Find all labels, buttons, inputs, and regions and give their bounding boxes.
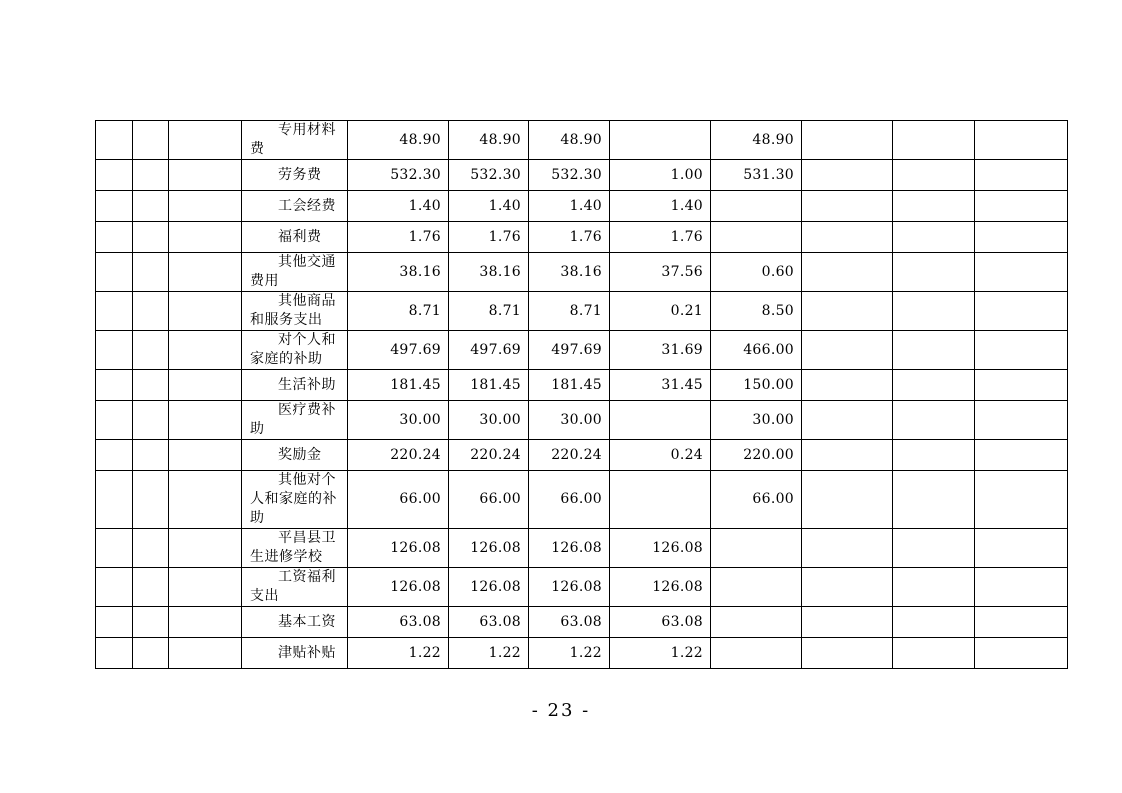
amount-cell: 63.08 xyxy=(449,607,529,638)
empty-code-cell xyxy=(133,292,169,331)
item-name-cell xyxy=(242,638,348,669)
amount-cell: 48.90 xyxy=(449,121,529,160)
empty-code-cell xyxy=(133,253,169,292)
amount-cell: 220.24 xyxy=(449,440,529,471)
empty-code-cell xyxy=(133,191,169,222)
amount-cell: 48.90 xyxy=(529,121,610,160)
table-row xyxy=(96,370,1068,401)
empty-code-cell xyxy=(169,401,242,440)
empty-code-cell xyxy=(169,638,242,669)
amount-cell xyxy=(711,638,802,669)
amount-cell: 30.00 xyxy=(711,401,802,440)
amount-cell: 181.45 xyxy=(529,370,610,401)
item-name: 生活补助 xyxy=(278,376,336,393)
amount-cell xyxy=(975,160,1068,191)
amount-cell: 30.00 xyxy=(449,401,529,440)
amount-cell xyxy=(802,160,893,191)
amount-cell xyxy=(893,253,975,292)
amount-cell: 1.40 xyxy=(529,191,610,222)
empty-code-cell xyxy=(169,471,242,529)
empty-code-cell xyxy=(96,292,133,331)
empty-code-cell xyxy=(169,292,242,331)
item-name-cell xyxy=(242,370,348,401)
empty-code-cell xyxy=(96,160,133,191)
amount-cell: 1.76 xyxy=(610,222,711,253)
empty-code-cell xyxy=(169,222,242,253)
amount-cell xyxy=(610,401,711,440)
amount-cell xyxy=(802,370,893,401)
amount-cell: 126.08 xyxy=(610,568,711,607)
amount-cell: 497.69 xyxy=(449,331,529,370)
amount-cell: 1.40 xyxy=(348,191,449,222)
amount-cell xyxy=(893,607,975,638)
amount-cell xyxy=(711,568,802,607)
amount-cell xyxy=(975,529,1068,568)
item-name: 其他对个人和家庭的补助 xyxy=(250,472,337,526)
amount-cell xyxy=(802,292,893,331)
amount-cell: 66.00 xyxy=(711,471,802,529)
table-row xyxy=(96,331,1068,370)
empty-code-cell xyxy=(133,471,169,529)
amount-cell xyxy=(975,607,1068,638)
amount-cell xyxy=(893,370,975,401)
budget-table xyxy=(95,120,1068,669)
table-row xyxy=(96,638,1068,669)
amount-cell xyxy=(802,253,893,292)
table-row xyxy=(96,471,1068,529)
amount-cell xyxy=(975,253,1068,292)
empty-code-cell xyxy=(96,607,133,638)
empty-code-cell xyxy=(133,638,169,669)
amount-cell: 126.08 xyxy=(449,568,529,607)
amount-cell xyxy=(610,121,711,160)
amount-cell xyxy=(610,471,711,529)
amount-cell: 0.24 xyxy=(610,440,711,471)
item-name: 其他商品和服务支出 xyxy=(250,293,336,328)
amount-cell: 8.71 xyxy=(449,292,529,331)
amount-cell xyxy=(893,121,975,160)
amount-cell xyxy=(802,607,893,638)
amount-cell: 63.08 xyxy=(348,607,449,638)
item-name-cell xyxy=(242,401,348,440)
amount-cell xyxy=(893,638,975,669)
empty-code-cell xyxy=(96,370,133,401)
amount-cell xyxy=(711,529,802,568)
amount-cell: 126.08 xyxy=(348,568,449,607)
empty-code-cell xyxy=(133,529,169,568)
amount-cell: 8.50 xyxy=(711,292,802,331)
amount-cell: 0.60 xyxy=(711,253,802,292)
amount-cell xyxy=(975,191,1068,222)
amount-cell xyxy=(802,222,893,253)
item-name-cell xyxy=(242,331,348,370)
amount-cell: 8.71 xyxy=(348,292,449,331)
amount-cell: 1.76 xyxy=(529,222,610,253)
empty-code-cell xyxy=(133,568,169,607)
empty-code-cell xyxy=(96,331,133,370)
item-name: 基本工资 xyxy=(278,613,336,630)
amount-cell xyxy=(802,191,893,222)
amount-cell: 38.16 xyxy=(449,253,529,292)
amount-cell xyxy=(893,568,975,607)
amount-cell: 38.16 xyxy=(529,253,610,292)
empty-code-cell xyxy=(133,401,169,440)
amount-cell xyxy=(975,222,1068,253)
item-name-cell xyxy=(242,471,348,529)
amount-cell xyxy=(802,440,893,471)
amount-cell: 63.08 xyxy=(529,607,610,638)
table-row xyxy=(96,160,1068,191)
table-row xyxy=(96,253,1068,292)
amount-cell xyxy=(711,222,802,253)
amount-cell: 150.00 xyxy=(711,370,802,401)
amount-cell: 181.45 xyxy=(348,370,449,401)
amount-cell xyxy=(975,121,1068,160)
page-number: - 23 - xyxy=(531,700,591,721)
amount-cell: 126.08 xyxy=(529,529,610,568)
item-name: 其他交通费用 xyxy=(250,254,336,289)
empty-code-cell xyxy=(96,471,133,529)
amount-cell xyxy=(802,401,893,440)
amount-cell xyxy=(975,638,1068,669)
amount-cell: 1.22 xyxy=(449,638,529,669)
item-name-cell xyxy=(242,568,348,607)
amount-cell: 1.40 xyxy=(610,191,711,222)
amount-cell: 48.90 xyxy=(711,121,802,160)
empty-code-cell xyxy=(133,222,169,253)
amount-cell xyxy=(893,471,975,529)
amount-cell: 1.22 xyxy=(529,638,610,669)
amount-cell: 532.30 xyxy=(449,160,529,191)
amount-cell: 497.69 xyxy=(529,331,610,370)
amount-cell: 1.76 xyxy=(348,222,449,253)
item-name: 工资福利支出 xyxy=(250,569,336,604)
item-name: 工会经费 xyxy=(278,197,336,214)
amount-cell xyxy=(893,529,975,568)
amount-cell: 66.00 xyxy=(529,471,610,529)
empty-code-cell xyxy=(169,253,242,292)
amount-cell: 531.30 xyxy=(711,160,802,191)
amount-cell: 1.22 xyxy=(348,638,449,669)
amount-cell: 532.30 xyxy=(529,160,610,191)
amount-cell: 30.00 xyxy=(348,401,449,440)
amount-cell: 30.00 xyxy=(529,401,610,440)
amount-cell: 1.76 xyxy=(449,222,529,253)
amount-cell: 220.24 xyxy=(529,440,610,471)
amount-cell: 63.08 xyxy=(610,607,711,638)
amount-cell: 220.00 xyxy=(711,440,802,471)
amount-cell xyxy=(711,191,802,222)
table-row xyxy=(96,440,1068,471)
empty-code-cell xyxy=(96,191,133,222)
amount-cell xyxy=(975,440,1068,471)
amount-cell: 532.30 xyxy=(348,160,449,191)
empty-code-cell xyxy=(169,121,242,160)
empty-code-cell xyxy=(169,191,242,222)
item-name-cell xyxy=(242,253,348,292)
empty-code-cell xyxy=(133,440,169,471)
empty-code-cell xyxy=(133,121,169,160)
amount-cell: 1.00 xyxy=(610,160,711,191)
empty-code-cell xyxy=(96,440,133,471)
item-name-cell xyxy=(242,292,348,331)
empty-code-cell xyxy=(96,401,133,440)
empty-code-cell xyxy=(96,222,133,253)
empty-code-cell xyxy=(169,568,242,607)
item-name-cell xyxy=(242,440,348,471)
amount-cell: 37.56 xyxy=(610,253,711,292)
amount-cell: 466.00 xyxy=(711,331,802,370)
item-name: 津贴补贴 xyxy=(278,644,336,661)
empty-code-cell xyxy=(96,638,133,669)
amount-cell: 220.24 xyxy=(348,440,449,471)
item-name: 专用材料费 xyxy=(250,122,336,157)
amount-cell: 31.45 xyxy=(610,370,711,401)
amount-cell xyxy=(975,401,1068,440)
empty-code-cell xyxy=(169,331,242,370)
empty-code-cell xyxy=(169,529,242,568)
table-row xyxy=(96,121,1068,160)
amount-cell: 31.69 xyxy=(610,331,711,370)
item-name: 平昌县卫生进修学校 xyxy=(250,530,336,565)
amount-cell: 126.08 xyxy=(610,529,711,568)
item-name: 奖励金 xyxy=(278,446,322,463)
amount-cell xyxy=(975,370,1068,401)
table-row xyxy=(96,529,1068,568)
item-name: 劳务费 xyxy=(278,166,322,183)
empty-code-cell xyxy=(133,331,169,370)
amount-cell: 66.00 xyxy=(449,471,529,529)
table-body xyxy=(96,121,1068,669)
amount-cell: 1.22 xyxy=(610,638,711,669)
item-name: 医疗费补助 xyxy=(250,402,336,437)
empty-code-cell xyxy=(133,160,169,191)
amount-cell: 1.40 xyxy=(449,191,529,222)
empty-code-cell xyxy=(169,440,242,471)
amount-cell xyxy=(893,401,975,440)
table-row xyxy=(96,222,1068,253)
table-row xyxy=(96,191,1068,222)
amount-cell xyxy=(893,292,975,331)
amount-cell: 48.90 xyxy=(348,121,449,160)
table-row xyxy=(96,292,1068,331)
item-name: 对个人和家庭的补助 xyxy=(250,332,336,367)
item-name-cell xyxy=(242,222,348,253)
empty-code-cell xyxy=(133,370,169,401)
item-name-cell xyxy=(242,160,348,191)
empty-code-cell xyxy=(96,568,133,607)
empty-code-cell xyxy=(169,160,242,191)
amount-cell xyxy=(802,121,893,160)
amount-cell xyxy=(893,440,975,471)
amount-cell xyxy=(802,529,893,568)
amount-cell: 497.69 xyxy=(348,331,449,370)
amount-cell xyxy=(802,638,893,669)
amount-cell xyxy=(802,331,893,370)
table-row xyxy=(96,401,1068,440)
empty-code-cell xyxy=(96,253,133,292)
empty-code-cell xyxy=(133,607,169,638)
amount-cell: 8.71 xyxy=(529,292,610,331)
amount-cell xyxy=(893,160,975,191)
amount-cell xyxy=(975,292,1068,331)
table-row xyxy=(96,607,1068,638)
amount-cell: 38.16 xyxy=(348,253,449,292)
item-name-cell xyxy=(242,607,348,638)
empty-code-cell xyxy=(96,529,133,568)
item-name: 福利费 xyxy=(278,228,322,245)
amount-cell xyxy=(975,331,1068,370)
amount-cell xyxy=(975,568,1068,607)
amount-cell xyxy=(893,222,975,253)
table-row xyxy=(96,568,1068,607)
amount-cell: 126.08 xyxy=(529,568,610,607)
empty-code-cell xyxy=(96,121,133,160)
amount-cell: 181.45 xyxy=(449,370,529,401)
amount-cell xyxy=(802,471,893,529)
amount-cell xyxy=(893,191,975,222)
amount-cell xyxy=(975,471,1068,529)
amount-cell xyxy=(711,607,802,638)
empty-code-cell xyxy=(169,607,242,638)
amount-cell: 126.08 xyxy=(348,529,449,568)
amount-cell: 126.08 xyxy=(449,529,529,568)
item-name-cell xyxy=(242,121,348,160)
amount-cell: 66.00 xyxy=(348,471,449,529)
empty-code-cell xyxy=(169,370,242,401)
amount-cell xyxy=(802,568,893,607)
item-name-cell xyxy=(242,529,348,568)
amount-cell xyxy=(893,331,975,370)
item-name-cell xyxy=(242,191,348,222)
amount-cell: 0.21 xyxy=(610,292,711,331)
